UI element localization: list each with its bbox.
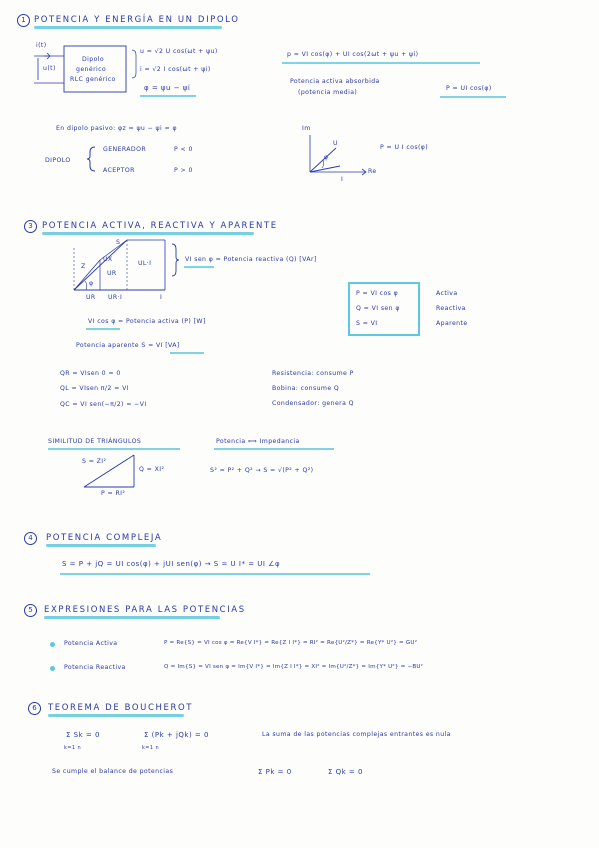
section-6-highlight (48, 714, 184, 717)
activa-expression: P = Re{S} = VI cos φ = Re{V I*} = Re{Z I I*} = RI² = Re{U²/Z*} = Re{Y* U²} = GU² (164, 640, 418, 646)
eq-instant-power: p = VI cos(φ) + UI cos(2ωt + ψu + ψi) (287, 51, 419, 58)
eq-voltage: u = √2 U cos(ωt + ψu) (140, 48, 218, 55)
acceptor-label: ACEPTOR (103, 167, 135, 174)
triangle-ux-label: UX (103, 256, 113, 263)
triangle-ur-label: UR (107, 270, 117, 277)
apparent-power-def: Potencia aparente S = VI [VA] (76, 342, 180, 349)
dipole-box-text-1: Dipolo (82, 56, 105, 63)
box-reactive-name: Reactiva (436, 305, 466, 312)
triangle-ur-i-label: UR·I (108, 294, 123, 301)
passive-dipole-eq: En dipolo pasivo: φz = ψu − ψi = φ (56, 125, 177, 132)
coil-note: Bobina: consume Q (272, 385, 340, 392)
section-4-number: 4 (24, 532, 37, 545)
similitud-title: SIMILITUD DE TRIÁNGULOS (48, 438, 142, 445)
active-absorbed-label: Potencia activa absorbida (290, 78, 380, 85)
reactiva-expression: Q = Im{S} = VI sen φ = Im{V I*} = Im{Z I I*} = XI² = Im{U²/Z*} = Im{Y* U²} = −BU² (164, 664, 424, 670)
phasor-re-label: Re (368, 168, 377, 175)
generator-label: GENERADOR (103, 146, 147, 153)
box-active-eq: P = VI cos φ (356, 290, 399, 297)
power-impedance-label: Potencia ⟺ Impedancia (216, 438, 300, 445)
active-mean-label: (potencia media) (298, 89, 358, 96)
boucherot-eq-1-limits: k=1 n (64, 745, 82, 751)
apparent-power-formula: S² = P² + Q² → S = √(P² + Q²) (210, 467, 314, 474)
section-1-title: POTENCIA Y ENERGÍA EN UN DIPOLO (34, 15, 240, 25)
capacitor-note: Condensador: genera Q (272, 400, 354, 407)
dipole-box-text-2: genérico (76, 66, 107, 73)
section-3-highlight (42, 232, 254, 235)
section-5-title: EXPRESIONES PARA LAS POTENCIAS (44, 605, 246, 615)
triangle-s-label: S (116, 239, 121, 246)
section-3-title: POTENCIA ACTIVA, REACTIVA Y APARENTE (42, 221, 278, 231)
reactive-power-underline (184, 266, 214, 268)
power-impedance-underline (214, 448, 334, 450)
ql-eq: QL = VIsen π/2 = VI (60, 385, 129, 392)
dipole-box-text-3: RLC genérico (70, 76, 116, 83)
phasor-u-label: U (333, 140, 338, 147)
complex-power-underline (60, 573, 370, 575)
boucherot-eq-2: Σ (Pk + jQk) = 0 (144, 731, 209, 739)
section-4-title: POTENCIA COMPLEJA (46, 533, 163, 543)
box-active-name: Activa (436, 290, 458, 297)
reactiva-label: Potencia Reactiva (64, 664, 126, 671)
qc-eq: QC = VI sen(−π/2) = −VI (60, 401, 147, 408)
current-label: i(t) (36, 42, 47, 49)
active-power-def-underline (86, 328, 120, 330)
boucherot-statement: La suma de las potencias complejas entrantes es nula (262, 731, 451, 738)
section-5-number: 5 (24, 604, 37, 617)
eq-phase-underline (140, 95, 196, 97)
generator-condition: P < 0 (174, 146, 193, 153)
qr-eq: QR = VIsen 0 = 0 (60, 370, 121, 377)
bullet-activa (50, 642, 55, 647)
similitud-underline (48, 448, 180, 450)
section-6-number: 6 (28, 702, 41, 715)
phasor-i-label: I (341, 176, 344, 183)
phasor-im-label: Im (302, 125, 311, 132)
triangle-ul-i-label: UL·I (138, 260, 152, 267)
eq-instant-power-underline (282, 62, 480, 64)
section-4-highlight (46, 544, 156, 547)
section-3-number: 3 (24, 220, 37, 233)
similitud-s-label: S = ZI² (82, 458, 107, 465)
balance-statement: Se cumple el balance de potencias (52, 768, 174, 775)
section-5-highlight (44, 616, 220, 619)
complex-power-formula: S = P + jQ = UI cos(φ) + jUI sen(φ) → S = U I* = UI ∠φ (62, 560, 281, 568)
apparent-power-underline (170, 352, 204, 354)
triangle-i-label: I (160, 294, 163, 301)
bullet-reactiva (50, 666, 55, 671)
phasor-power-eq: P = U I cos(φ) (380, 144, 429, 151)
acceptor-condition: P > 0 (174, 167, 193, 174)
similitud-p-label: P = RI² (101, 490, 126, 497)
phasor-phi-label: φ (324, 154, 329, 161)
triangle-phi-label: φ (89, 280, 94, 287)
active-power-def: VI cos φ = Potencia activa (P) [W] (88, 318, 206, 325)
box-apparent-eq: S = VI (356, 320, 378, 327)
voltage-label: u(t) (43, 65, 56, 72)
boucherot-eq-2-limits: k=1 n (142, 745, 160, 751)
section-1-number: 1 (17, 14, 30, 27)
section-1-highlight (34, 26, 222, 29)
dipolo-word: DIPOLO (45, 157, 71, 164)
triangle-ur-bottom: UR (86, 294, 96, 301)
activa-label: Potencia Activa (64, 640, 118, 647)
boucherot-eq-4: Σ Qk = 0 (328, 768, 363, 776)
section-6-title: TEOREMA DE BOUCHEROT (48, 703, 194, 713)
box-reactive-eq: Q = VI sen φ (356, 305, 400, 312)
eq-phase: φ = ψu − ψi (144, 84, 191, 92)
boucherot-eq-1: Σ Sk = 0 (66, 731, 100, 739)
triangle-z-label: Z (81, 263, 86, 270)
active-power-eq: P = UI cos(φ) (446, 85, 492, 92)
active-power-underline (440, 96, 506, 98)
similitud-q-label: Q = XI² (139, 466, 165, 473)
box-apparent-name: Aparente (436, 320, 468, 327)
eq-current: i = √2 I cos(ωt + ψi) (140, 66, 211, 73)
reactive-power-def: VI sen φ = Potencia reactiva (Q) [VAr] (185, 256, 317, 263)
resistance-note: Resistencia: consume P (272, 370, 354, 377)
boucherot-eq-3: Σ Pk = 0 (258, 768, 292, 776)
